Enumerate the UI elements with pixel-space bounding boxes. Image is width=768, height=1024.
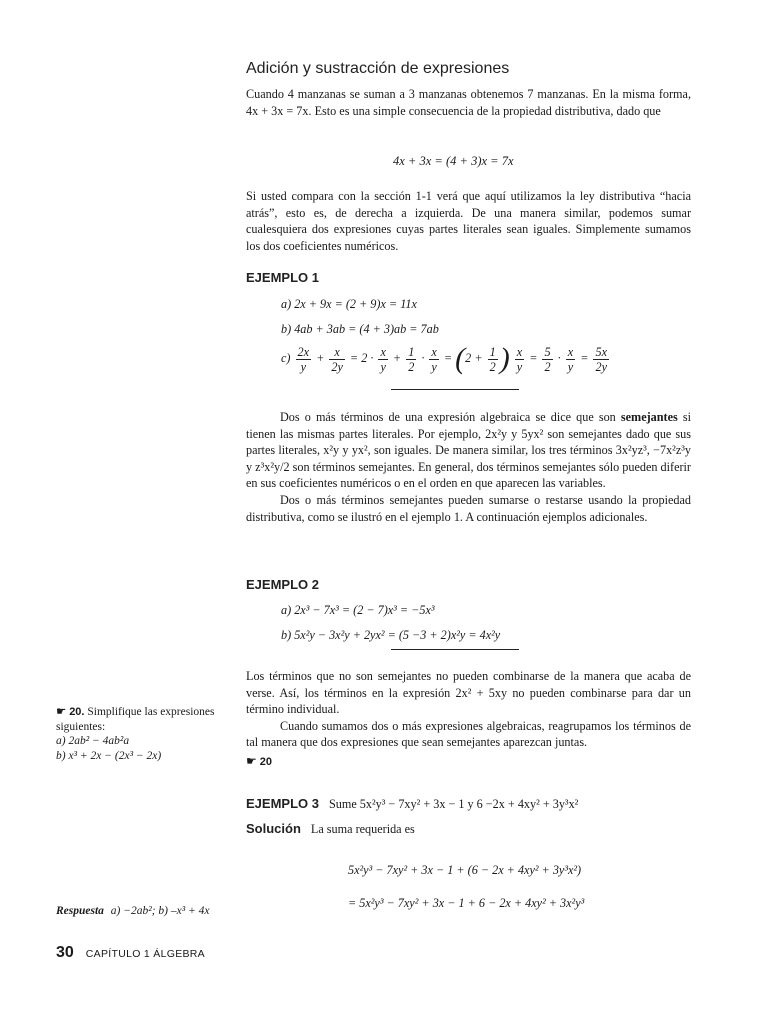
page-footer [56,944,205,962]
section-title: Adición y sustracción de expresiones [246,60,510,77]
example-1-end-rule [391,389,519,390]
fraction: $\frac{5x}{2y}$ [595,344,607,374]
answer-label: Respuesta [56,905,104,917]
example-2-a: a) 2x³ − 7x³ = (2 − 7)x³ = −5x³ [281,603,435,617]
example-2-heading: EJEMPLO 2 [246,577,319,592]
example-1-c-label: c) [281,350,291,365]
pointing-hand-icon: ☛ [246,754,257,768]
solution-text: La suma requerida es [310,822,415,836]
intro-text-1: Cuando 4 manzanas se suman a 3 manzanas obtenemos 7 manzanas. En la misma forma, 4x + 3x = 7x. Esto es una simple consecuencia de la propiedad distributiva, dado que [246,87,691,118]
term-semejantes: semejantes [620,410,678,424]
solution-line-1: 5x²y³ − 7xy² + 3x − 1 + (6 − 2x + 4xy² + 3y³x²) [348,863,582,877]
fraction: $\frac{x}{y}$ [380,344,386,374]
sidebar-problem [56,705,236,763]
problem-text: Simplifique las expresiones siguientes: [56,706,215,733]
intro-paragraph-2 [246,188,691,254]
example-1-b: b) 4ab + 3ab = (4 + 3)ab = 7ab [281,322,439,336]
fraction: $\frac{x}{2y}$ [331,344,343,374]
problem-reference-number: 20 [259,756,273,768]
no-semejantes-text-2: Cuando sumamos dos o más expresiones algebraicas, reagrupamos los términos de tal manera que dos expresiones que sean semejantes aparezcan juntas. [246,718,691,750]
semejantes-text-1: Dos o más términos de una expresión algebraica se dice que son semejantes si tienen las mismas partes literales. Por ejemplo, 2x²y y 5yx² son semejantes dado que sus partes literales, x²y y yx², son iguales. De manera similar, los tres términos 3x²yz³, −7x²z³y y z³x²y/2 son términos semejantes. En general, dos términos semejantes sólo pueden diferir en sus coeficientes numéricos o en el orden en que aparecen las variables. [246,410,691,491]
problem-number: 20. [69,706,85,718]
fraction: $\frac{2x}{y}$ [297,344,310,374]
example-3-statement: Sume 5x²y³ − 7xy² + 3x − 1 y 6 −2x + 4xy² + 3y³x² [328,797,579,811]
page-number: 30 [56,944,74,961]
fraction: $\frac{1}{2}$ [408,344,415,374]
sidebar-answer [56,904,210,919]
example-3-header [246,795,578,813]
intro-text-2: Si usted compara con la sección 1-1 verá que aquí utilizamos la ley distributiva “hacia atrás”, esto es, de derecha a izquierda. De una manera similar, podemos sumar cualesquiera dos expresiones cuyas partes literales sean iguales. Simplemente sumamos los dos coeficientes numéricos. [246,189,691,253]
fraction: $\frac{1}{2}$ [489,344,496,374]
intro-paragraph [246,86,691,119]
problem-reference[interactable] [246,754,272,769]
answer-text: a) −2ab²; b) –x³ + 4x [110,905,210,917]
left-paren: ( [455,342,466,375]
example-1-c: c) $\frac{2x}{y}$ + $\frac{x}{2y}$ = 2 · $\frac{x}{y}$ + $\frac{1}{2}$ · $\frac{x}{y}$ = (2 + $\frac{1}{2}$ ) $\frac{x}{y}$ = $\frac{5}{2}$ · $\frac{x}{y}$ = $\frac{5x}{2y}$ [281,342,607,375]
intro-equation: 4x + 3x = (4 + 3)x = 7x [393,154,514,168]
solution-line-2: = 5x²y³ − 7xy² + 3x − 1 + 6 − 2x + 4xy² + 3x²y³ [348,896,585,910]
fraction: $\frac{x}{y}$ [431,344,437,374]
example-1-heading: EJEMPLO 1 [246,270,319,285]
pointing-hand-icon: ☛ [56,706,67,718]
problem-item-b: b) x³ + 2x − (2x³ − 2x) [56,749,162,762]
solution-header [246,820,415,838]
solution-heading: Solución [246,821,301,836]
problem-item-a: a) 2ab² − 4ab²a [56,735,130,747]
right-paren: ) [499,342,510,375]
no-semejantes-paragraph [246,668,691,751]
example-2-end-rule [391,649,519,650]
fraction: $\frac{5}{2}$ [544,344,551,374]
fraction: $\frac{x}{y}$ [516,344,523,374]
example-1-a: a) 2x + 9x = (2 + 9)x = 11x [281,297,417,311]
chapter-label: CAPÍTULO 1 ÁLGEBRA [85,948,205,960]
semejantes-paragraph [246,409,691,525]
no-semejantes-text-1: Los términos que no son semejantes no pueden combinarse de la manera que acaba de verse. Así, los términos en la expresión 2x² + 5xy no pueden combinarse para dar un término individual. [246,669,691,717]
sidebar-problem-statement [56,705,236,734]
fraction: $\frac{x}{y}$ [567,344,574,374]
semejantes-text-2: Dos o más términos semejantes pueden sumarse o restarse usando la propiedad distributiva, como se ilustró en el ejemplo 1. A continuación ejemplos adicionales. [246,492,691,524]
example-2-b: b) 5x²y − 3x²y + 2yx² = (5 −3 + 2)x²y = 4x²y [281,628,501,642]
example-3-heading: EJEMPLO 3 [246,796,319,811]
